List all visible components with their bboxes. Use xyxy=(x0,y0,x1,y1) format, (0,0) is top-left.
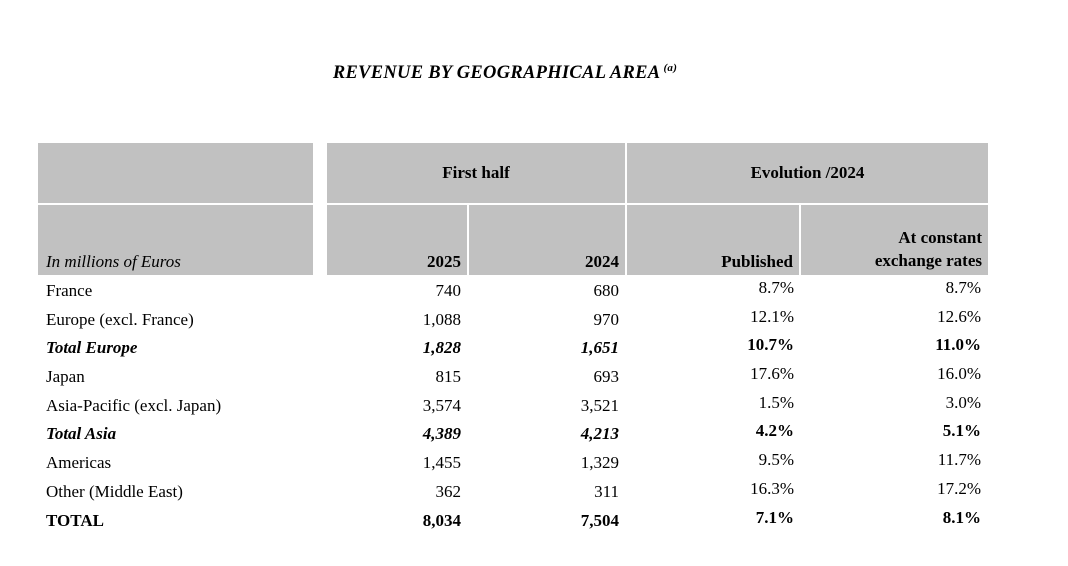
cell-published: 8.7% xyxy=(758,278,794,297)
cell-2024: 7,504 xyxy=(580,510,619,530)
page-title-text: REVENUE BY GEOGRAPHICAL AREA xyxy=(332,63,661,84)
cell-2025: 740 xyxy=(435,281,461,300)
column-header-2025: 2025 xyxy=(327,205,469,275)
cell-published: 16.3% xyxy=(750,478,794,498)
table-header-row-groups xyxy=(38,143,988,205)
column-gutter xyxy=(313,478,327,507)
footnote-marker: (a) xyxy=(663,62,678,74)
row-label: Europe (excl. France) xyxy=(46,309,194,329)
cell-constant: 17.2% xyxy=(937,478,981,498)
column-header-constant-rates-text xyxy=(875,226,982,272)
unit-label: In millions of Euros xyxy=(38,205,313,275)
column-gutter xyxy=(313,363,327,392)
cell-published: 12.1% xyxy=(750,306,794,326)
row-label: TOTAL xyxy=(46,510,104,530)
column-gutter xyxy=(313,392,327,421)
cell-2024: 3,521 xyxy=(580,395,619,415)
cell-constant: 12.6% xyxy=(937,306,981,326)
page-title xyxy=(30,62,980,84)
revenue-by-geography-table xyxy=(38,143,988,535)
cell-2025: 362 xyxy=(435,481,461,501)
cell-2024: 970 xyxy=(593,309,619,329)
column-gutter xyxy=(313,143,327,203)
cell-published: 1.5% xyxy=(758,392,794,412)
cell-2025: 3,574 xyxy=(422,395,461,415)
cell-constant: 3.0% xyxy=(945,392,981,412)
constant-line1: At constant xyxy=(898,228,982,247)
column-gutter xyxy=(313,420,327,449)
cell-constant: 11.7% xyxy=(937,450,981,470)
constant-line2: exchange rates xyxy=(874,251,982,270)
row-label: Other (Middle East) xyxy=(46,481,183,501)
column-gutter xyxy=(313,334,327,363)
cell-constant: 8.1% xyxy=(942,507,981,527)
cell-2025: 8,034 xyxy=(422,510,461,530)
table-row-europe-excl-france xyxy=(38,306,988,335)
row-label: France xyxy=(46,281,93,300)
cell-2024: 311 xyxy=(594,481,619,501)
table-row-other-middle-east xyxy=(38,478,988,507)
row-label: Total Europe xyxy=(46,338,138,358)
cell-2025: 4,389 xyxy=(422,424,461,444)
cell-published: 7.1% xyxy=(755,507,794,527)
cell-constant: 11.0% xyxy=(935,335,981,355)
column-gutter xyxy=(313,306,327,335)
cell-constant: 5.1% xyxy=(942,421,981,441)
column-header-2024: 2024 xyxy=(469,205,627,275)
cell-2024: 1,651 xyxy=(580,338,619,358)
table-row-asia-pacific xyxy=(38,392,988,421)
cell-2024: 4,213 xyxy=(580,424,619,444)
table-row-france xyxy=(38,277,988,306)
header-group-evolution: Evolution /2024 xyxy=(627,143,988,205)
header-group-first-half: First half xyxy=(327,143,627,205)
table-body xyxy=(38,277,988,535)
column-gutter xyxy=(313,277,327,306)
column-header-constant-rates xyxy=(801,205,988,275)
row-label: Americas xyxy=(46,453,112,473)
row-label: Total Asia xyxy=(46,424,117,444)
table-row-americas xyxy=(38,449,988,478)
cell-2025: 1,455 xyxy=(422,453,461,473)
column-gutter xyxy=(313,507,327,536)
row-label: Asia-Pacific (excl. Japan) xyxy=(46,395,222,415)
table-row-total xyxy=(38,507,988,536)
table-header-row-columns xyxy=(38,205,988,275)
cell-published: 17.6% xyxy=(750,364,794,384)
column-gutter xyxy=(313,449,327,478)
cell-2025: 1,828 xyxy=(422,338,461,358)
row-label: Japan xyxy=(46,367,85,387)
cell-2025: 815 xyxy=(435,367,461,387)
column-header-published: Published xyxy=(627,205,801,275)
header-corner-cell xyxy=(38,143,313,205)
cell-2024: 1,329 xyxy=(580,453,619,473)
cell-published: 4.2% xyxy=(755,421,794,441)
column-gutter xyxy=(313,205,327,275)
cell-published: 9.5% xyxy=(758,450,794,470)
cell-published: 10.7% xyxy=(747,335,794,355)
cell-constant: 8.7% xyxy=(945,278,981,297)
cell-2024: 693 xyxy=(593,367,619,387)
table-row-total-europe xyxy=(38,334,988,363)
cell-constant: 16.0% xyxy=(937,364,981,384)
cell-2025: 1,088 xyxy=(422,309,461,329)
cell-2024: 680 xyxy=(593,281,619,300)
table-row-total-asia xyxy=(38,420,988,449)
table-row-japan xyxy=(38,363,988,392)
